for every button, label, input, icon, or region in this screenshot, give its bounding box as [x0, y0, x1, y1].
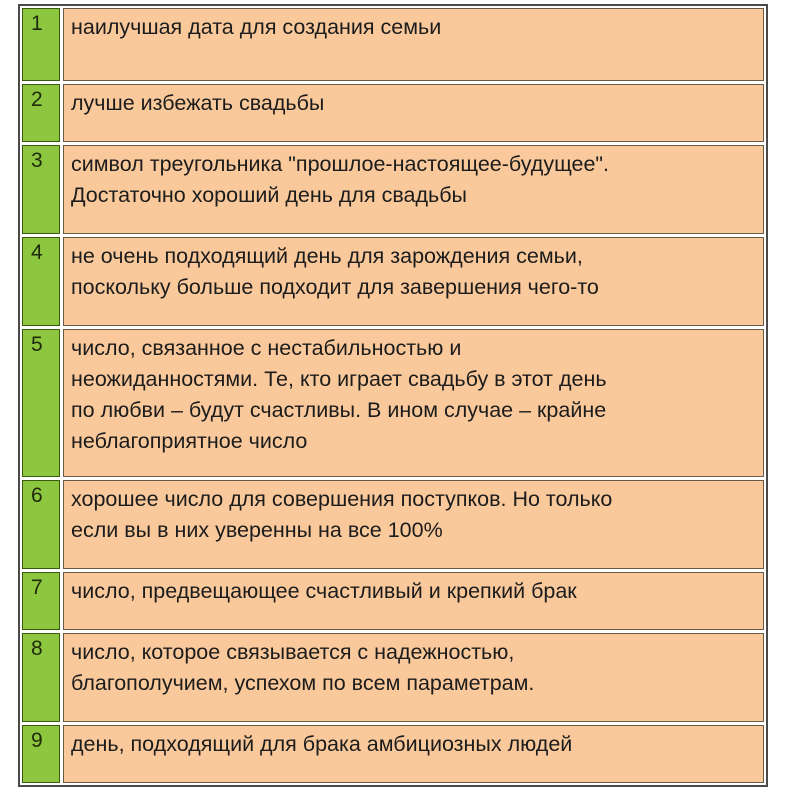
table-row: [22, 237, 764, 326]
row-number: 1: [22, 8, 60, 81]
table-row: [22, 572, 764, 630]
row-number: 2: [22, 84, 60, 142]
row-number: 5: [22, 329, 60, 477]
numerology-table: [18, 4, 768, 787]
table-row: [22, 8, 764, 81]
row-number: 6: [22, 480, 60, 569]
row-description: символ треугольника "прошлое-настоящее-будущее". Достаточно хороший день для свадьбы: [63, 145, 764, 234]
table-row: [22, 145, 764, 234]
row-number: 3: [22, 145, 60, 234]
row-number: 8: [22, 633, 60, 722]
table-row: [22, 725, 764, 783]
row-description: число, связанное с нестабильностью и неожиданностями. Те, кто играет свадьбу в этот день по любви – будут счастливы. В ином случае – крайне неблагоприятное число: [63, 329, 764, 477]
row-description: число, которое связывается с надежностью, благополучием, успехом по всем параметрам.: [63, 633, 764, 722]
row-number: 4: [22, 237, 60, 326]
row-description: наилучшая дата для создания семьи: [63, 8, 764, 81]
row-description: хорошее число для совершения поступков. Но только если вы в них уверенны на все 100%: [63, 480, 764, 569]
row-description: число, предвещающее счастливый и крепкий брак: [63, 572, 764, 630]
table-row: [22, 480, 764, 569]
table-row: [22, 329, 764, 477]
row-description: день, подходящий для брака амбициозных людей: [63, 725, 764, 783]
table-row: [22, 84, 764, 142]
row-description: лучше избежать свадьбы: [63, 84, 764, 142]
row-number: 9: [22, 725, 60, 783]
table-row: [22, 633, 764, 722]
row-description: не очень подходящий день для зарождения семьи, поскольку больше подходит для завершения чего-то: [63, 237, 764, 326]
row-number: 7: [22, 572, 60, 630]
